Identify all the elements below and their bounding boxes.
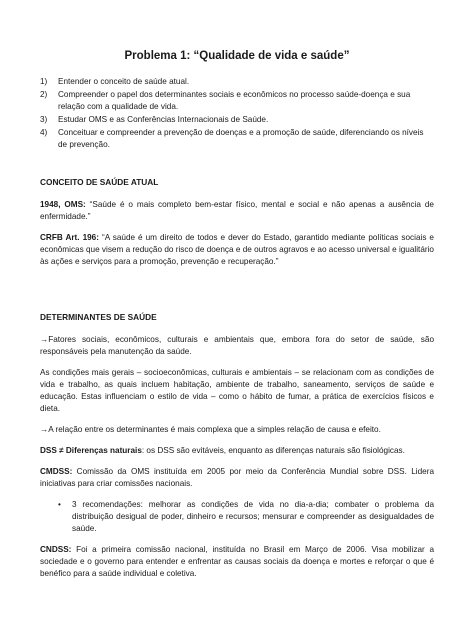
bullet-item	[58, 499, 434, 535]
bold-label: CRFB Art. 196:	[40, 233, 99, 242]
paragraph-text: “Saúde é o mais completo bem-estar físico, mental e social e não apenas a ausência de enfermidade.”	[40, 200, 434, 221]
objectives-list	[40, 76, 434, 151]
paragraph-fatores: →Fatores sociais, econômicos, culturais e ambientais que, embora fora do setor de saúde, são responsáveis pela manutenção da saúde.	[40, 335, 434, 356]
paragraph-text: Comissão da OMS instituída em 2005 por meio da Conferência Mundial sobre DSS. Lidera iniciativas para criar comissões nacionais.	[40, 467, 434, 488]
bold-label: DSS ≠ Diferenças naturais	[40, 446, 142, 455]
paragraph-crfb	[40, 232, 434, 268]
list-number: 1)	[40, 77, 48, 86]
list-item	[40, 76, 434, 88]
paragraph-cmdss	[40, 466, 434, 490]
list-number: 4)	[40, 128, 48, 137]
bold-label: CNDSS:	[40, 545, 72, 554]
list-text: Entender o conceito de saúde atual.	[58, 77, 190, 86]
page-title: Problema 1: “Qualidade de vida e saúde”	[124, 50, 350, 62]
bullet-text: 3 recomendações: melhorar as condições de vida no dia-a-dia; combater o problema da distribuição desigual de poder, dinheiro e recursos; mensurar e compreender as desigualdades de saúde.	[72, 500, 434, 533]
list-text: Conceituar e compreender a prevenção de doenças e a promoção de saúde, diferenciando os níveis de prevenção.	[58, 128, 424, 149]
list-text: Estudar OMS e as Conferências Internacionais de Saúde.	[58, 115, 269, 124]
list-number: 2)	[40, 90, 48, 99]
paragraph-condicoes: As condições mais gerais – socioeconômicas, culturais e ambientais – se relacionam com as condições de vida e trabalho, as quais incluem habitação, ambiente de trabalho, saneamento, serviços de saúde e educação. Estas influenciam o estilo de vida – como o hábito de fumar, a prática de exercícios físicos e dieta.	[40, 368, 434, 413]
bullet-dot: •	[58, 500, 61, 509]
list-text: Compreender o papel dos determinantes sociais e econômicos no processo saúde-doença e sua relação com a qualidade de vida.	[58, 90, 411, 111]
section-heading-determinantes: DETERMINANTES DE SAÚDE	[40, 312, 157, 322]
bold-label: 1948, OMS:	[40, 200, 86, 209]
paragraph-text: : os DSS são evitáveis, enquanto as diferenças naturais são fisiológicas.	[141, 446, 405, 455]
list-item	[40, 127, 434, 151]
section-heading-conceito: CONCEITO DE SAÚDE ATUAL	[40, 177, 159, 187]
list-item	[40, 89, 434, 113]
paragraph-text: Foi a primeira comissão nacional, instituída no Brasil em Março de 2006. Visa mobilizar a sociedade e o governo para entender e enfrentar as causas sociais da doença e mortes e reforçar o que é benéfico para a saúde individual e coletiva.	[40, 545, 434, 578]
paragraph-cndss	[40, 544, 434, 580]
paragraph-dss	[40, 445, 434, 457]
list-item	[40, 114, 434, 126]
paragraph-relacao: →A relação entre os determinantes é mais complexa que a simples relação de causa e efeito.	[40, 425, 381, 434]
paragraph-oms	[40, 199, 434, 223]
list-number: 3)	[40, 115, 48, 124]
paragraph-text: “A saúde é um direito de todos e dever do Estado, garantido mediante políticas sociais e econômicas que visem a redução do risco de doença e de outros agravos e ao acesso universal e igualitário às ações e serviços para a promoção, prevenção e recuperação.”	[40, 233, 434, 266]
bold-label: CMDSS:	[40, 467, 73, 476]
